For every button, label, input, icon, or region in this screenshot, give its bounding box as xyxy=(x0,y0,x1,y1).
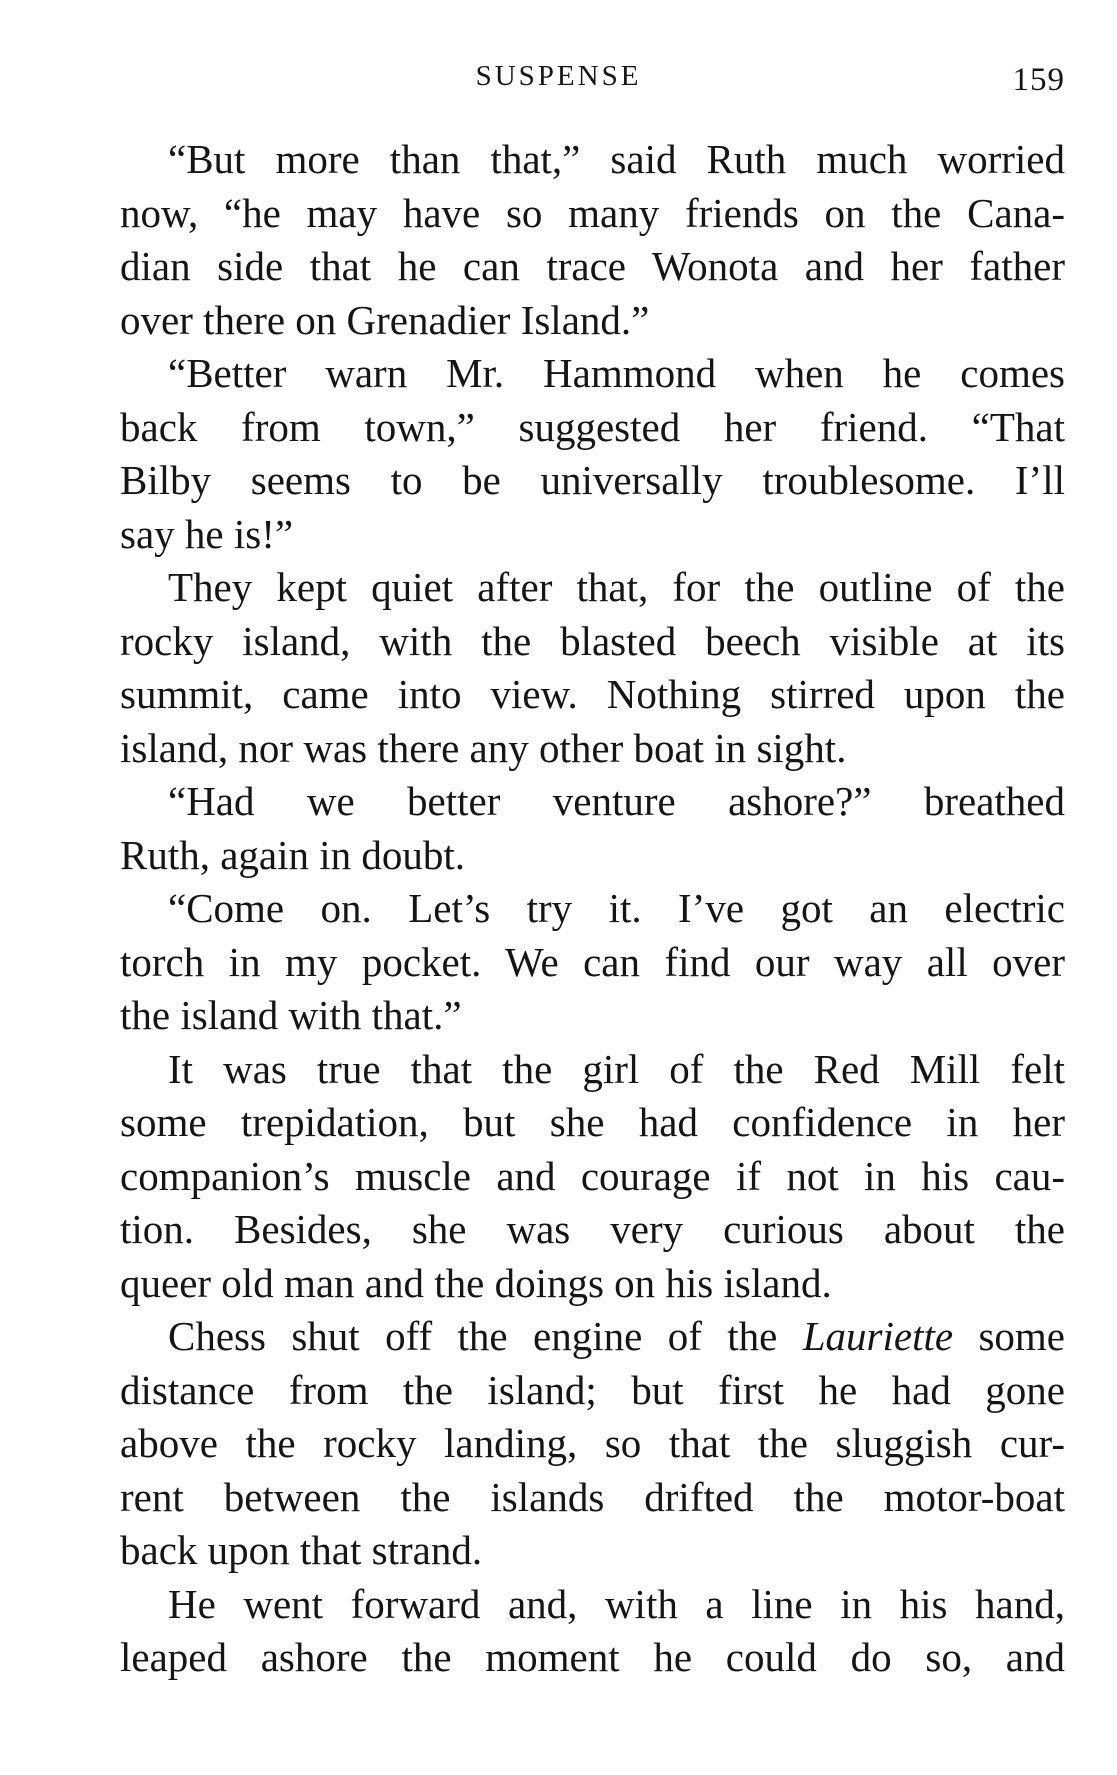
paragraph xyxy=(72,561,1065,775)
text-line xyxy=(72,1310,1065,1364)
paragraph xyxy=(72,882,1065,1043)
text-line: say he is!” xyxy=(120,510,294,557)
text-line: It was true that the girl of the Red Mill felt xyxy=(168,1045,1065,1092)
text-fragment: some xyxy=(953,1313,1065,1359)
text-line: companion’s muscle and courage if not in his cau- xyxy=(120,1152,1065,1199)
text-line: Bilby seems to be universally troublesome. I’ll xyxy=(120,457,1065,503)
text-line: “Better warn Mr. Hammond when he comes xyxy=(168,350,1065,396)
text-line: He went forward and, with a line in his hand, xyxy=(168,1580,1065,1627)
text-line: rocky island, with the blasted beech visible at its xyxy=(120,617,1065,664)
page-header xyxy=(0,48,1117,108)
text-line: distance from the island; but first he had gone xyxy=(120,1366,1065,1413)
boat-name: Lauriette xyxy=(802,1313,954,1359)
text-line: the island with that.” xyxy=(120,992,462,1038)
paragraph xyxy=(72,1578,1065,1685)
paragraph xyxy=(72,1310,1065,1578)
text-line: back from town,” suggested her friend. “That xyxy=(120,403,1065,450)
text-line: over there on Grenadier Island.” xyxy=(120,296,650,343)
text-line: dian side that he can trace Wonota and her father xyxy=(120,243,1065,289)
running-head: SUSPENSE xyxy=(475,60,642,92)
page-number: 159 xyxy=(1012,62,1065,98)
paragraph xyxy=(72,775,1065,882)
text-line: tion. Besides, she was very curious about the xyxy=(120,1206,1065,1252)
text-line: Ruth, again in doubt. xyxy=(120,831,466,878)
text-line: “Come on. Let’s try it. I’ve got an electric xyxy=(168,885,1065,931)
text-line: some trepidation, but she had confidence in her xyxy=(120,1099,1065,1145)
text-line: now, “he may have so many friends on the Cana- xyxy=(120,189,1065,236)
text-line: island, nor was there any other boat in sight. xyxy=(120,724,847,771)
text-line: “Had we better venture ashore?” breathed xyxy=(168,778,1065,824)
page-body xyxy=(72,133,1065,1685)
paragraph xyxy=(72,1043,1065,1311)
text-line: torch in my pocket. We can find our way all over xyxy=(120,938,1065,985)
text-line: queer old man and the doings on his island. xyxy=(120,1259,832,1306)
text-line: They kept quiet after that, for the outline of the xyxy=(168,564,1065,610)
text-line: rent between the islands drifted the motor-boat xyxy=(120,1473,1065,1520)
text-line: “But more than that,” said Ruth much worried xyxy=(168,136,1065,182)
text-fragment: Chess shut off the engine of the xyxy=(168,1313,803,1359)
text-line: leaped ashore the moment he could do so, and xyxy=(120,1634,1065,1680)
text-line: back upon that strand. xyxy=(120,1527,483,1573)
paragraph xyxy=(72,347,1065,561)
paragraph xyxy=(72,133,1065,347)
text-line: summit, came into view. Nothing stirred upon the xyxy=(120,671,1065,717)
text-line: above the rocky landing, so that the sluggish cur- xyxy=(120,1420,1065,1466)
